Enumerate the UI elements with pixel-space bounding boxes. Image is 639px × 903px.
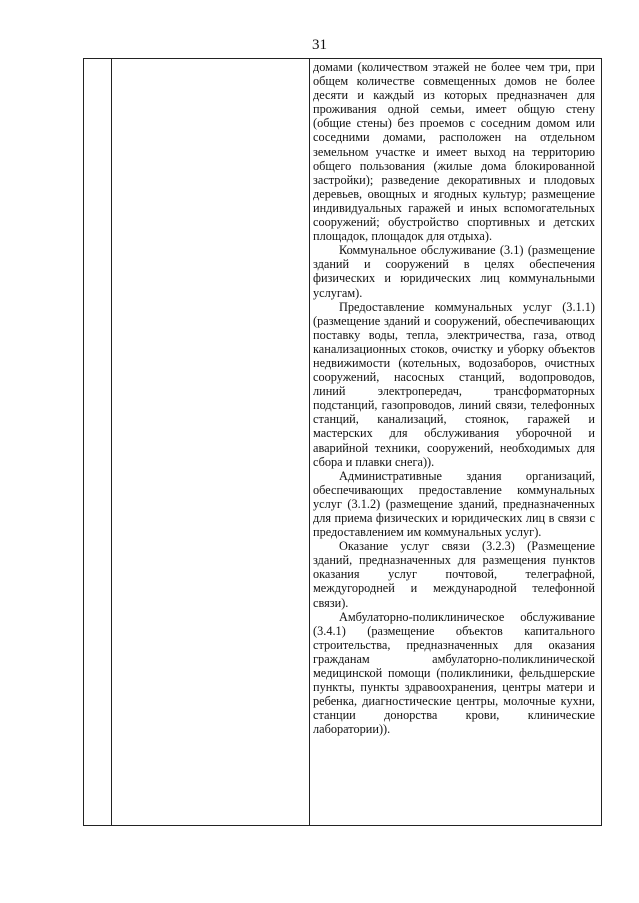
paragraph-communal-services: Коммунальное обслуживание (3.1) (размещение зданий и сооружений в целях обеспечения физических и юридических лиц коммунальными услугам). (313, 243, 595, 300)
table-border-right (601, 58, 602, 826)
permitted-use-column (313, 60, 595, 737)
page-number: 31 (312, 37, 327, 53)
table-border-top (83, 58, 602, 59)
paragraph-outpatient-care: Амбулаторно-поликлиническое обслуживание (3.4.1) (размещение объектов капитального строительства, предназначенных для оказания гражданам амбулаторно-поликлинической медицинской помощи (поликлиники, фельдшерские пункты, пункты здравоохранения, центры матери и ребенка, диагностические центры, молочные кухни, станции донорства крови, клинические лаборатории)). (313, 609, 595, 737)
column-divider-2 (309, 58, 310, 826)
paragraph-admin-buildings: Административные здания организаций, обеспечивающих предоставление коммунальных услуг (3.1.2) (размещение зданий, предназначенных для приема физических и юридических лиц в связи с предоставлением им коммунальных услуг). (313, 468, 595, 540)
paragraph-communication-services: Оказание услуг связи (3.2.3) (Размещение зданий, предназначенных для размещения пунктов оказания услуг почтовой, телеграфной, междугородней и международной телефонной связи). (313, 539, 595, 610)
paragraph-utility-provision: Предоставление коммунальных услуг (3.1.1) (размещение зданий и сооружений, обеспечивающих поставку воды, тепла, электричества, газа, отвод канализационных стоков, очистку и уборку объектов недвижимости (котельных, водозаборов, очистных сооружений, насосных станций, водопроводов, линий электропередач, трансформаторных подстанций, газопроводов, линий связи, телефонных станций, канализаций, стоянок, гаражей и мастерских для обслуживания уборочной и аварийной техники, сооружений, необходимых для сбора и плавки снега)). (313, 299, 595, 469)
column-divider-1 (111, 58, 112, 826)
paragraph-continuation: домами (количеством этажей не более чем три, при общем количестве совмещенных домов не более десяти и каждый из которых предназначен для проживания одной семьи, имеет общую стену (общие стены) без проемов с соседним домом или соседними домами, расположен на отдельном земельном участке и имеет выход на территорию общего пользования (жилые дома блокированной застройки); разведение декоративных и плодовых деревьев, овощных и ягодных культур; размещение индивидуальных гаражей и иных вспомогательных сооружений; обустройство спортивных и детских площадок, площадок для отдыха). (313, 60, 595, 244)
table-border-left (83, 58, 84, 826)
table-border-bottom (83, 825, 602, 826)
